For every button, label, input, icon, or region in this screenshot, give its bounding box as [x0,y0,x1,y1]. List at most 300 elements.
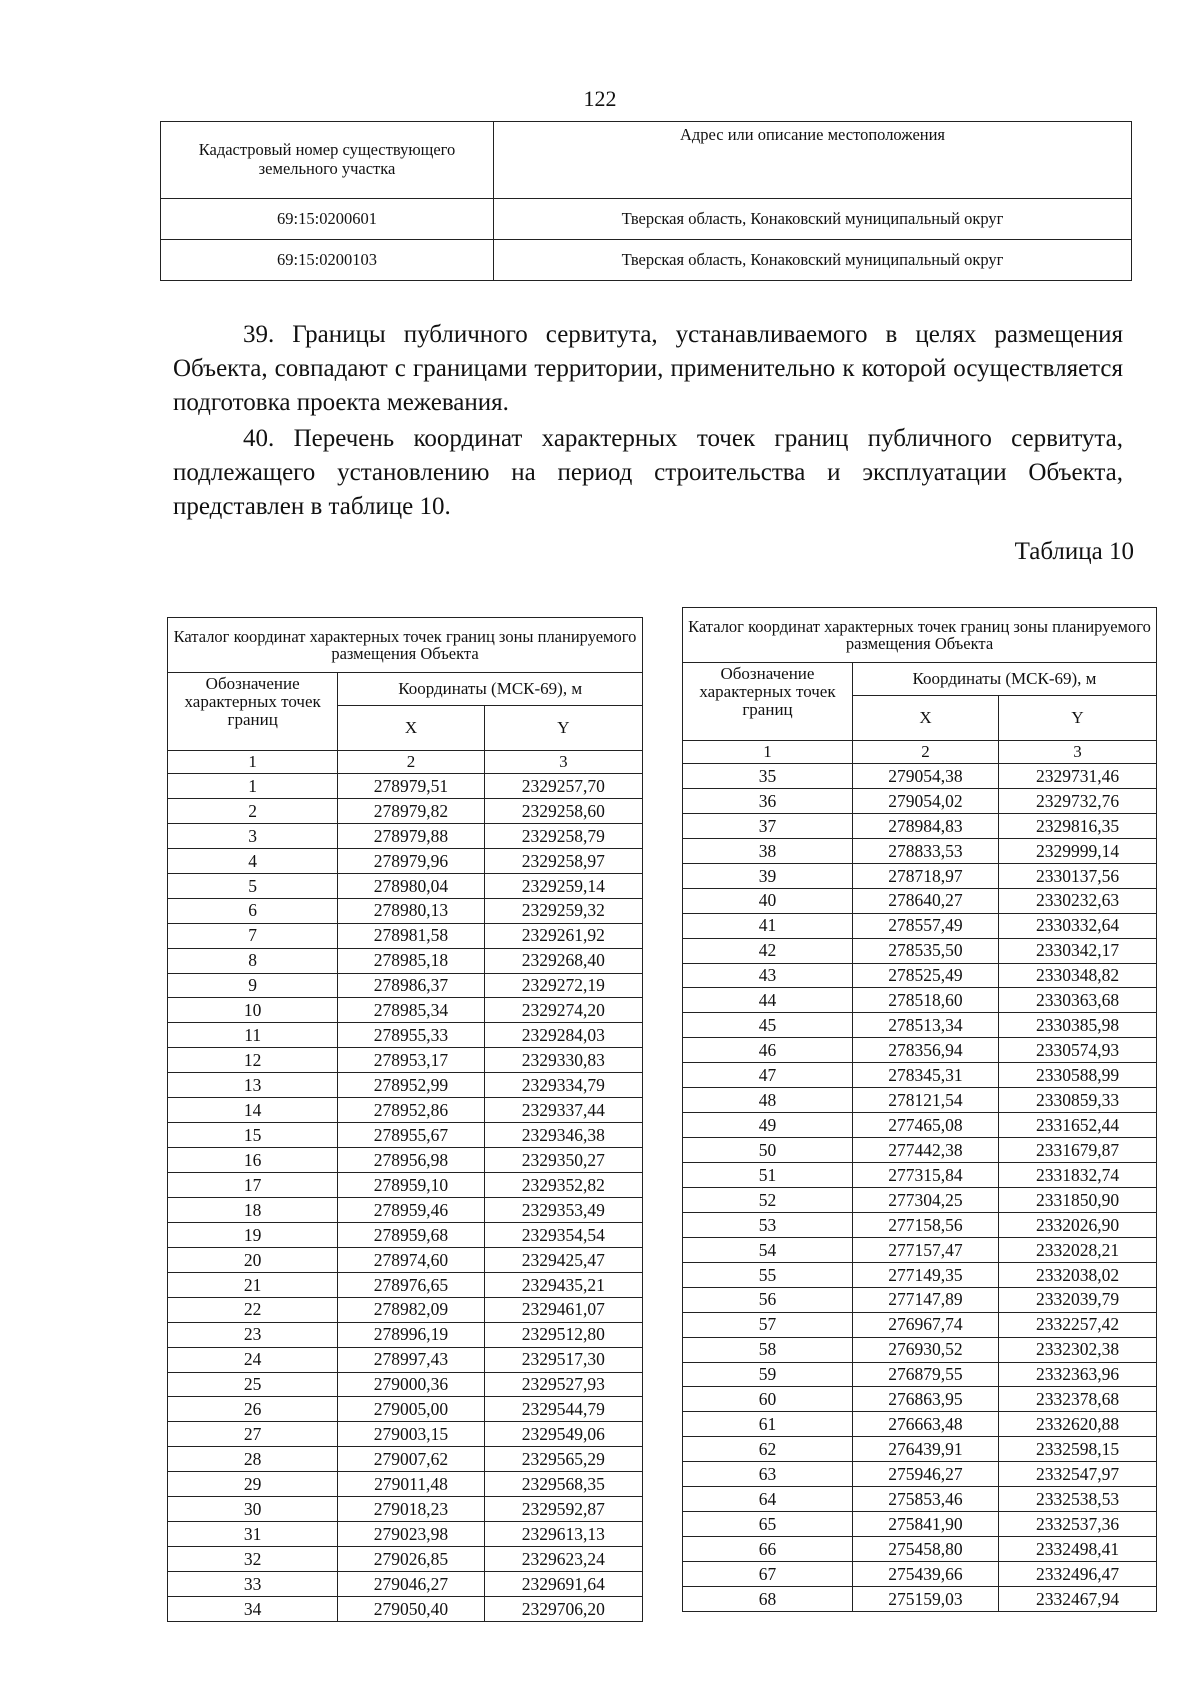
point-number: 49 [683,1113,853,1138]
point-number: 14 [168,1098,338,1123]
coordinate-row [168,1148,643,1173]
coordinate-x: 278718,97 [852,863,998,888]
coordinate-y: 2332039,79 [999,1287,1157,1312]
coordinate-x: 278356,94 [852,1038,998,1063]
coordinate-row [168,898,643,923]
coordinate-row [168,1472,643,1497]
point-number: 26 [168,1397,338,1422]
coordinate-x: 275439,66 [852,1562,998,1587]
coordinate-row [168,1347,643,1372]
coordinate-y: 2330342,17 [999,938,1157,963]
point-number: 48 [683,1088,853,1113]
coordinate-row [683,1088,1157,1113]
coordinate-y: 2332378,68 [999,1387,1157,1412]
point-number: 19 [168,1222,338,1247]
point-number: 65 [683,1512,853,1537]
point-number: 30 [168,1497,338,1522]
point-number: 12 [168,1048,338,1073]
coordinate-y: 2329512,80 [484,1322,642,1347]
coordinate-x: 279046,27 [338,1572,484,1597]
coordinate-x: 278984,83 [852,813,998,838]
coordinate-row [683,1237,1157,1262]
coordinate-row [168,998,643,1023]
coordinate-y: 2332620,88 [999,1412,1157,1437]
coordinate-row [683,764,1157,789]
point-number: 25 [168,1372,338,1397]
point-number: 38 [683,838,853,863]
coordinate-x: 279005,00 [338,1397,484,1422]
point-number: 63 [683,1462,853,1487]
point-number: 47 [683,1063,853,1088]
parcel-address: Тверская область, Конаковский муниципальный округ [494,240,1132,281]
coordinate-y: 2330859,33 [999,1088,1157,1113]
coordinate-x: 279000,36 [338,1372,484,1397]
coordinate-row [683,1362,1157,1387]
coordinate-y: 2332302,38 [999,1337,1157,1362]
point-number: 64 [683,1487,853,1512]
coordinate-row [168,1073,643,1098]
coordinate-x: 278345,31 [852,1063,998,1088]
coordinate-x: 275946,27 [852,1462,998,1487]
coordinates-caption: Каталог координат характерных точек границ зоны планируемого размещения Объекта [168,618,643,673]
coordinate-row [168,1547,643,1572]
coordinate-row [683,1312,1157,1337]
column-number: 2 [338,751,484,774]
coordinate-row [683,1512,1157,1537]
coordinate-y: 2329258,79 [484,823,642,848]
coordinate-x: 278513,34 [852,1013,998,1038]
coordinate-x: 278833,53 [852,838,998,863]
coordinate-row [683,1437,1157,1462]
header-cadastral-number: Кадастровый номер существующего земельного участка [161,122,494,199]
point-number: 4 [168,848,338,873]
point-number: 43 [683,963,853,988]
coordinate-y: 2329623,24 [484,1547,642,1572]
coordinate-y: 2329732,76 [999,788,1157,813]
coordinate-y: 2329706,20 [484,1596,642,1621]
coordinate-row [168,823,643,848]
coordinate-x: 278121,54 [852,1088,998,1113]
coordinate-y: 2332363,96 [999,1362,1157,1387]
point-number: 45 [683,1013,853,1038]
coordinate-row [168,848,643,873]
coordinate-x: 278985,34 [338,998,484,1023]
coordinate-y: 2330574,93 [999,1038,1157,1063]
coordinate-x: 278535,50 [852,938,998,963]
coordinate-x: 277158,56 [852,1212,998,1237]
point-number: 42 [683,938,853,963]
header-point-name: Обозначение характерных точек границ [168,673,338,751]
coordinate-y: 2332537,36 [999,1512,1157,1537]
point-number: 2 [168,798,338,823]
coordinate-x: 279050,40 [338,1596,484,1621]
coordinate-x: 278986,37 [338,973,484,998]
coordinate-x: 278982,09 [338,1297,484,1322]
coordinate-y: 2329731,46 [999,764,1157,789]
coordinates-rows-left [168,774,643,1622]
coordinate-row [168,1397,643,1422]
coordinate-row [683,1063,1157,1088]
coordinate-row [168,1098,643,1123]
point-number: 37 [683,813,853,838]
coordinates-table-right [682,607,1157,1612]
coordinate-row [168,1173,643,1198]
point-number: 10 [168,998,338,1023]
coordinate-row [683,1462,1157,1487]
coordinate-y: 2329258,60 [484,798,642,823]
coordinate-x: 278525,49 [852,963,998,988]
parcel-address: Тверская область, Конаковский муниципальный округ [494,199,1132,240]
coordinate-y: 2329261,92 [484,923,642,948]
coordinate-x: 276863,95 [852,1387,998,1412]
coordinate-y: 2329435,21 [484,1272,642,1297]
coordinate-x: 276439,91 [852,1437,998,1462]
coordinate-y: 2329691,64 [484,1572,642,1597]
coordinate-y: 2329816,35 [999,813,1157,838]
coordinate-row [683,1586,1157,1611]
header-coordinates: Координаты (МСК-69), м [338,673,643,706]
coordinate-x: 278953,17 [338,1048,484,1073]
page-number: 122 [583,86,617,111]
point-number: 22 [168,1297,338,1322]
coordinate-row [683,888,1157,913]
coordinate-y: 2329461,07 [484,1297,642,1322]
header-y: Y [484,706,642,751]
coordinate-y: 2329352,82 [484,1173,642,1198]
coordinate-x: 279003,15 [338,1422,484,1447]
coordinate-x: 279054,02 [852,788,998,813]
coordinate-row [683,1038,1157,1063]
coordinate-y: 2332498,41 [999,1537,1157,1562]
parcel-number: 69:15:0200103 [161,240,494,281]
coordinate-y: 2331679,87 [999,1138,1157,1163]
point-number: 50 [683,1138,853,1163]
point-number: 57 [683,1312,853,1337]
coordinate-x: 278985,18 [338,948,484,973]
coordinate-x: 277465,08 [852,1113,998,1138]
coordinate-row [168,973,643,998]
coordinate-x: 277157,47 [852,1237,998,1262]
point-number: 68 [683,1586,853,1611]
coordinate-y: 2329527,93 [484,1372,642,1397]
coordinate-row [683,1287,1157,1312]
point-number: 11 [168,1023,338,1048]
coordinate-x: 275159,03 [852,1586,998,1611]
coordinate-row [168,1123,643,1148]
coordinate-x: 278955,67 [338,1123,484,1148]
coordinate-row [168,1023,643,1048]
point-number: 29 [168,1472,338,1497]
table-caption: Таблица 10 [1014,538,1134,565]
coordinate-x: 278980,13 [338,898,484,923]
point-number: 1 [168,774,338,799]
coordinate-x: 279018,23 [338,1497,484,1522]
point-number: 27 [168,1422,338,1447]
coordinate-y: 2330363,68 [999,988,1157,1013]
coordinate-x: 278979,51 [338,774,484,799]
coordinate-row [168,1596,643,1621]
coordinate-x: 277149,35 [852,1262,998,1287]
coordinate-y: 2332538,53 [999,1487,1157,1512]
point-number: 53 [683,1212,853,1237]
coordinate-x: 275853,46 [852,1487,998,1512]
point-number: 18 [168,1197,338,1222]
coordinate-y: 2329353,49 [484,1197,642,1222]
paragraph-40 [173,422,1123,524]
point-number: 21 [168,1272,338,1297]
point-number: 15 [168,1123,338,1148]
point-number: 44 [683,988,853,1013]
coordinate-y: 2329330,83 [484,1048,642,1073]
coordinate-y: 2330588,99 [999,1063,1157,1088]
point-number: 8 [168,948,338,973]
parcel-number: 69:15:0200601 [161,199,494,240]
point-number: 54 [683,1237,853,1262]
point-number: 66 [683,1537,853,1562]
coordinate-x: 278959,10 [338,1173,484,1198]
coordinate-x: 277315,84 [852,1163,998,1188]
coordinate-row [168,948,643,973]
coordinate-row [168,873,643,898]
paragraph-39 [173,318,1123,420]
header-x: X [852,696,998,741]
coordinate-y: 2329544,79 [484,1397,642,1422]
coordinate-y: 2329284,03 [484,1023,642,1048]
coordinate-row [683,813,1157,838]
point-number: 24 [168,1347,338,1372]
coordinate-row [683,1163,1157,1188]
coordinate-x: 278976,65 [338,1272,484,1297]
coordinate-y: 2329613,13 [484,1522,642,1547]
point-number: 16 [168,1148,338,1173]
coordinate-x: 278557,49 [852,913,998,938]
coordinate-x: 278640,27 [852,888,998,913]
coordinate-y: 2329259,32 [484,898,642,923]
coordinate-x: 279023,98 [338,1522,484,1547]
coordinate-y: 2332547,97 [999,1462,1157,1487]
coordinate-x: 278979,96 [338,848,484,873]
point-number: 59 [683,1362,853,1387]
coordinate-y: 2329354,54 [484,1222,642,1247]
coordinate-row [683,1113,1157,1138]
coordinate-y: 2331652,44 [999,1113,1157,1138]
point-number: 52 [683,1187,853,1212]
point-number: 41 [683,913,853,938]
point-number: 20 [168,1247,338,1272]
coordinate-row [683,1412,1157,1437]
coordinate-row [683,1262,1157,1287]
coordinate-y: 2332038,02 [999,1262,1157,1287]
coordinate-x: 278996,19 [338,1322,484,1347]
coordinate-y: 2329259,14 [484,873,642,898]
coordinate-y: 2329592,87 [484,1497,642,1522]
coordinate-x: 277304,25 [852,1187,998,1212]
coordinate-x: 277442,38 [852,1138,998,1163]
coordinate-x: 279011,48 [338,1472,484,1497]
point-number: 31 [168,1522,338,1547]
point-number: 40 [683,888,853,913]
paragraph-39-text: 39. Границы публичного сервитута, устанавливаемого в целях размещения Объекта, совпадают с границами территории, применительно к которой осуществляется подготовка проекта межевания. [173,321,1123,416]
coordinate-x: 278979,88 [338,823,484,848]
coordinate-row [168,1197,643,1222]
coordinate-row [683,1387,1157,1412]
coordinate-x: 279054,38 [852,764,998,789]
coordinates-rows-right [683,764,1157,1612]
coordinate-x: 278979,82 [338,798,484,823]
coordinate-x: 279026,85 [338,1547,484,1572]
coordinate-y: 2329258,97 [484,848,642,873]
coordinate-row [683,1187,1157,1212]
point-number: 36 [683,788,853,813]
point-number: 58 [683,1337,853,1362]
coordinate-row [683,838,1157,863]
parcel-row [161,240,1132,281]
header-coordinates: Координаты (МСК-69), м [852,663,1156,696]
coordinate-row [168,1297,643,1322]
coordinates-table-left [167,617,643,1622]
coordinate-y: 2329350,27 [484,1148,642,1173]
coordinate-y: 2331832,74 [999,1163,1157,1188]
parcel-table [160,121,1132,281]
coordinate-y: 2329565,29 [484,1447,642,1472]
coordinate-y: 2329337,44 [484,1098,642,1123]
coordinate-x: 278952,86 [338,1098,484,1123]
coordinate-x: 278980,04 [338,873,484,898]
coordinate-x: 278952,99 [338,1073,484,1098]
coordinate-row [168,1222,643,1247]
point-number: 35 [683,764,853,789]
coordinate-y: 2330232,63 [999,888,1157,913]
coordinate-y: 2329272,19 [484,973,642,998]
coordinate-x: 278956,98 [338,1148,484,1173]
coordinate-y: 2329268,40 [484,948,642,973]
coordinate-y: 2330137,56 [999,863,1157,888]
parcel-row [161,199,1132,240]
coordinate-row [683,1212,1157,1237]
column-number: 1 [683,741,853,764]
coordinate-x: 277147,89 [852,1287,998,1312]
coordinate-y: 2332467,94 [999,1586,1157,1611]
point-number: 33 [168,1572,338,1597]
coordinate-y: 2331850,90 [999,1187,1157,1212]
coordinate-row [168,1522,643,1547]
coordinate-y: 2329517,30 [484,1347,642,1372]
coordinate-row [168,1322,643,1347]
coordinate-row [683,938,1157,963]
coordinates-caption: Каталог координат характерных точек границ зоны планируемого размещения Объекта [683,608,1157,663]
point-number: 51 [683,1163,853,1188]
coordinate-row [683,788,1157,813]
coordinate-y: 2330332,64 [999,913,1157,938]
column-number: 1 [168,751,338,774]
point-number: 62 [683,1437,853,1462]
coordinate-x: 276967,74 [852,1312,998,1337]
point-number: 6 [168,898,338,923]
coordinate-x: 276879,55 [852,1362,998,1387]
coordinate-x: 278997,43 [338,1347,484,1372]
coordinate-row [168,1497,643,1522]
point-number: 3 [168,823,338,848]
point-number: 55 [683,1262,853,1287]
column-number: 3 [999,741,1157,764]
coordinate-row [683,1138,1157,1163]
coordinate-x: 278959,68 [338,1222,484,1247]
coordinate-y: 2329346,38 [484,1123,642,1148]
coordinate-row [683,913,1157,938]
parcel-table-header [161,122,1132,199]
coordinate-y: 2329999,14 [999,838,1157,863]
coordinate-row [683,863,1157,888]
coordinate-row [683,1013,1157,1038]
column-number: 2 [852,741,998,764]
coordinate-row [168,923,643,948]
point-number: 61 [683,1412,853,1437]
point-number: 23 [168,1322,338,1347]
coordinate-row [683,1562,1157,1587]
coordinate-y: 2332028,21 [999,1237,1157,1262]
point-number: 60 [683,1387,853,1412]
point-number: 34 [168,1596,338,1621]
coordinate-row [168,1422,643,1447]
point-number: 32 [168,1547,338,1572]
coordinate-row [168,1272,643,1297]
coordinate-y: 2330348,82 [999,963,1157,988]
point-number: 56 [683,1287,853,1312]
header-point-name: Обозначение характерных точек границ [683,663,853,741]
coordinate-y: 2332496,47 [999,1562,1157,1587]
coordinate-row [683,1487,1157,1512]
point-number: 9 [168,973,338,998]
header-address: Адрес или описание местоположения [494,122,1132,199]
header-x: X [338,706,484,751]
coordinate-y: 2332257,42 [999,1312,1157,1337]
coordinate-row [168,1372,643,1397]
coordinate-x: 278955,33 [338,1023,484,1048]
point-number: 7 [168,923,338,948]
point-number: 5 [168,873,338,898]
point-number: 39 [683,863,853,888]
coordinate-row [168,774,643,799]
coordinate-row [683,1337,1157,1362]
coordinate-x: 278959,46 [338,1197,484,1222]
coordinate-y: 2329549,06 [484,1422,642,1447]
coordinate-row [168,1572,643,1597]
coordinate-y: 2329274,20 [484,998,642,1023]
point-number: 46 [683,1038,853,1063]
coordinate-y: 2330385,98 [999,1013,1157,1038]
coordinate-row [168,798,643,823]
coordinate-row [168,1048,643,1073]
coordinate-y: 2332026,90 [999,1212,1157,1237]
coordinate-y: 2329425,47 [484,1247,642,1272]
coordinate-row [683,988,1157,1013]
column-number: 3 [484,751,642,774]
coordinate-x: 278981,58 [338,923,484,948]
coordinate-y: 2329568,35 [484,1472,642,1497]
coordinate-x: 276663,48 [852,1412,998,1437]
coordinate-y: 2332598,15 [999,1437,1157,1462]
coordinate-row [683,963,1157,988]
coordinate-x: 279007,62 [338,1447,484,1472]
point-number: 67 [683,1562,853,1587]
point-number: 13 [168,1073,338,1098]
coordinate-y: 2329257,70 [484,774,642,799]
point-number: 17 [168,1173,338,1198]
coordinate-x: 276930,52 [852,1337,998,1362]
coordinate-row [683,1537,1157,1562]
coordinate-row [168,1247,643,1272]
coordinate-x: 278518,60 [852,988,998,1013]
